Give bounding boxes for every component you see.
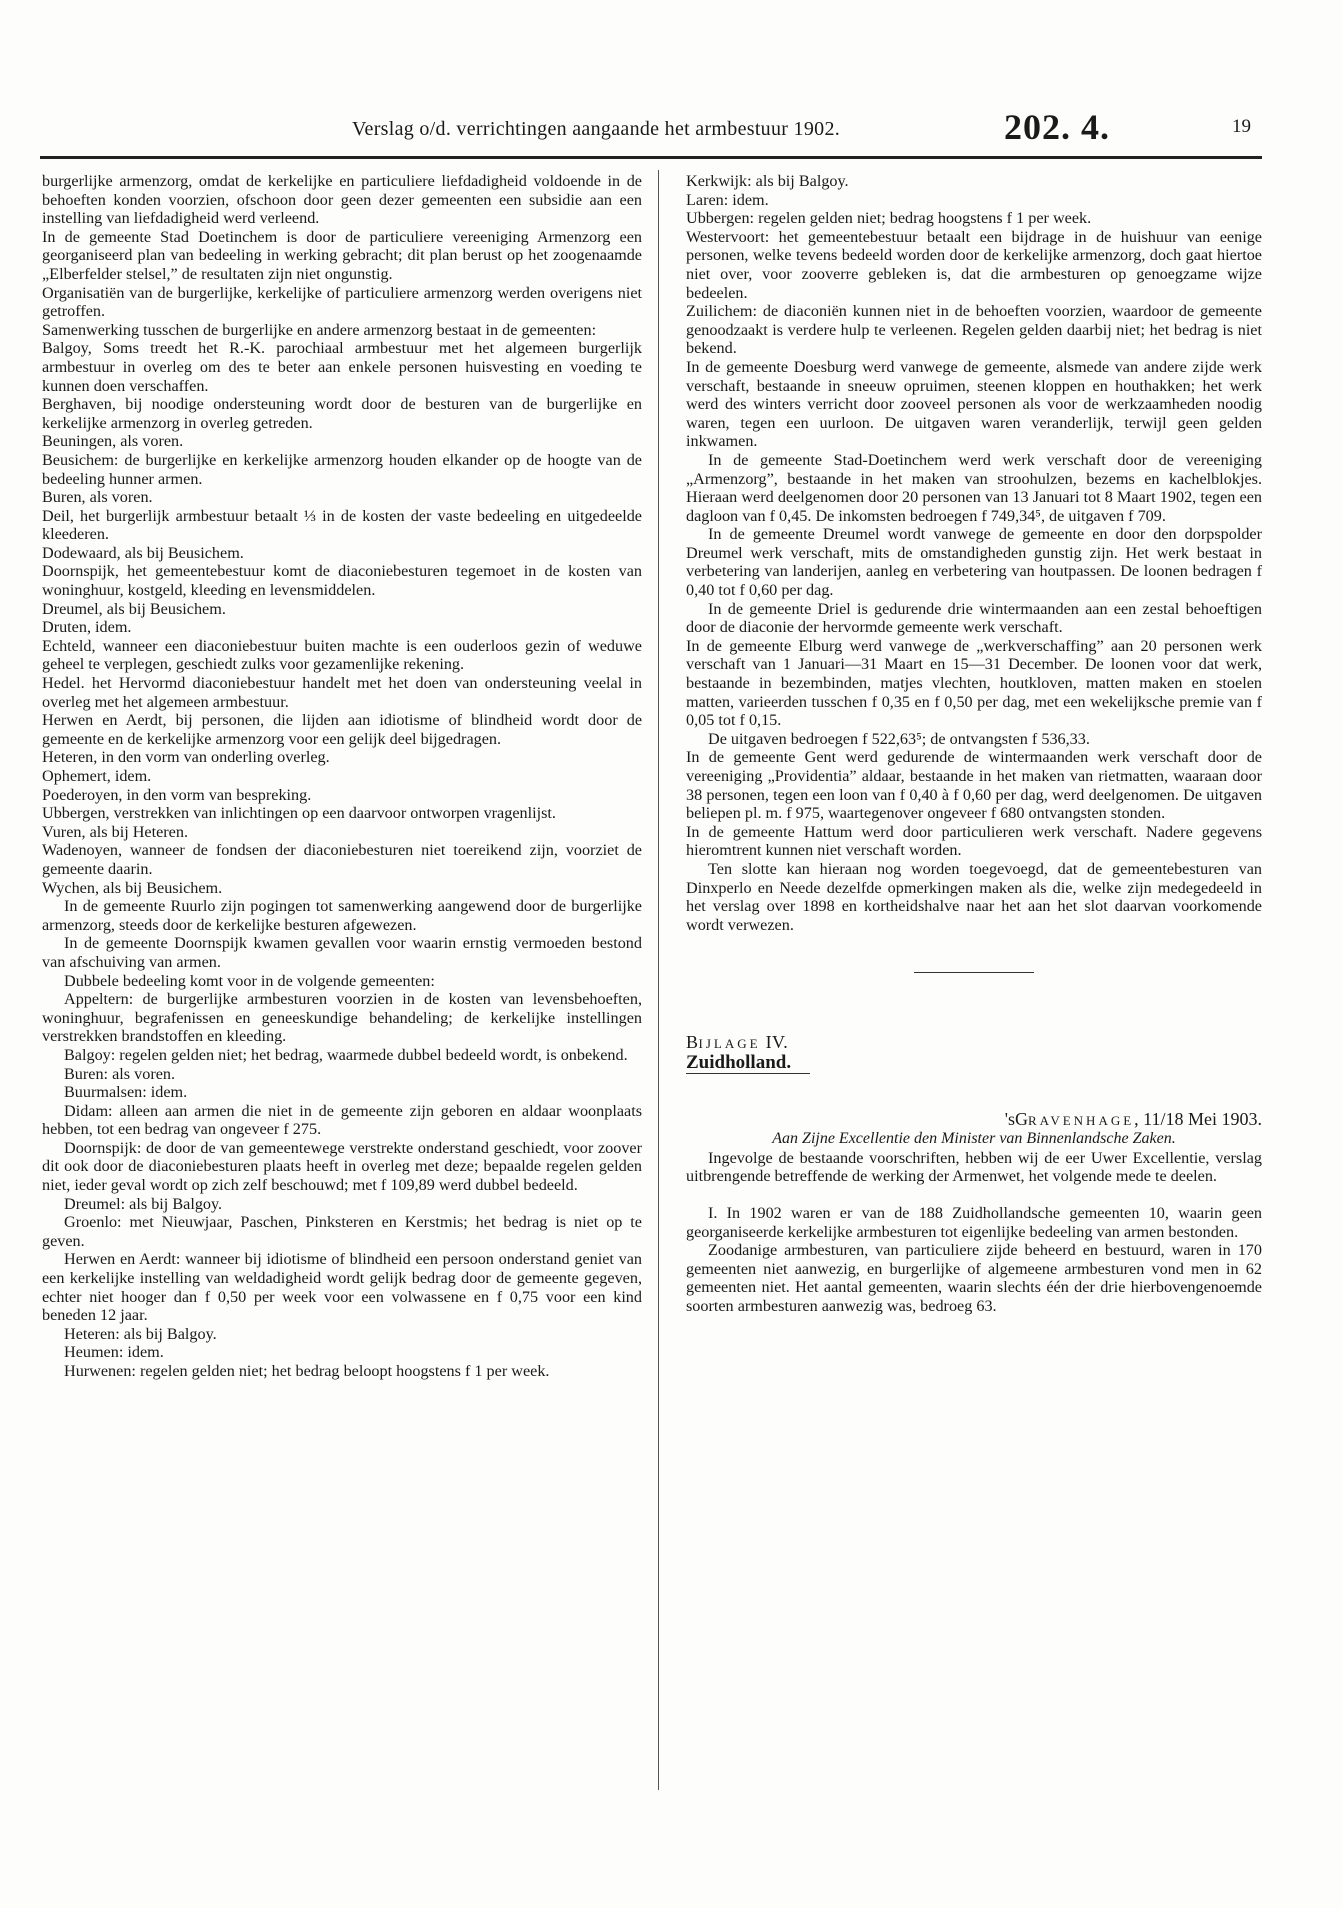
column-divider (658, 170, 659, 1790)
paragraph: Beusichem: de burgerlijke en kerkelijke armenzorg houden elkander op de hoogte van de bedeeling hunner armen. (42, 450, 642, 488)
paragraph: Kerkwijk: als bij Balgoy. (686, 172, 849, 190)
paragraph: Doornspijk, het gemeentebestuur komt de diaconiebesturen tegemoet in de kosten van woninghuur, kostgeld, kleeding en levensmiddelen. (42, 562, 642, 600)
paragraph: Dreumel: als bij Balgoy. (64, 1194, 223, 1213)
paragraph: Ophemert, idem. (42, 767, 152, 785)
paragraph: Deil, het burgerlijk armbestuur betaalt ⅓ in de kosten der vaste bedeeling en uitgedeelde kleederen. (42, 506, 642, 544)
place-initial: 'sG (1004, 1108, 1028, 1129)
paragraph: Berghaven, bij noodige ondersteuning wordt door de besturen van de burgerlijke en kerkelijke armenzorg in overleg getreden. (42, 395, 642, 432)
paragraph: Beuningen, als voren. (42, 432, 184, 451)
place-word: RAVENHAGE (1027, 1112, 1135, 1128)
paragraph: Ten slotte kan hieraan nog worden toegevoegd, dat de gemeentebesturen van Dinxperlo en Neede dezelfde opmerkingen maken als die, welke zijn medegedeeld in het verslag over 1898 en kortheidshalve naar het aan het slot daarvan voorkomende wordt verwezen. (686, 859, 1262, 934)
paragraph: Ubbergen: regelen gelden niet; bedrag hoogstens f 1 per week. (686, 209, 1092, 228)
paragraph: Buurmalsen: idem. (64, 1083, 188, 1102)
appendix-initial: B (686, 1032, 699, 1053)
paragraph: Samenwerking tusschen de burgerlijke en andere armenzorg bestaat in de gemeenten: (42, 320, 597, 339)
paragraph: Laren: idem. (686, 190, 769, 209)
paragraph: In de gemeente Stad-Doetinchem werd werk verschaft door de vereeniging „Armenzorg”, bestaande in het maken van stroohulzen, bezems en kachelblokjes. Hieraan werd deelgenomen door 20 personen van 13 Januari tot 8 Maart 1902, tegen een dagloon van f 0,45. De inkomsten bedroegen f 749,34⁵, de uitgaven f 709. (686, 450, 1262, 525)
paragraph: In de gemeente Doesburg werd vanwege de gemeente, alsmede van andere zijde werk verschaft, bestaande in sneeuw opruimen, steenen kloppen en houthakken; het werk werd des winters verricht door zooveel personen als voor de werkzaamheden noodig waren, tegen een uurloon. De uitgaven waren veranderlijk, terwijl geen gelden inkwamen. (686, 357, 1262, 451)
paragraph: In de gemeente Ruurlo zijn pogingen tot samenwerking aangewend door de burgerlijke armenzorg, steeds door de kerkelijke besturen afgewezen. (42, 897, 642, 934)
paragraph: Dubbele bedeeling komt voor in de volgende gemeenten: (64, 971, 435, 990)
appendix-numeral: IV. (765, 1032, 789, 1053)
paragraph: Herwen en Aerdt, bij personen, die lijden aan idiotisme of blindheid wordt door de gemeente en de kerkelijke armenzorg voor een gelijk deel bijgedragen. (42, 711, 642, 748)
paragraph: Buren: als voren. (64, 1064, 176, 1083)
header-rule (40, 156, 1262, 159)
paragraph: Organisatiën van de burgerlijke, kerkelijke of particuliere armenzorg werden overigens niet getroffen. (42, 283, 642, 321)
paragraph: I. In 1902 waren er van de 188 Zuidhollandsche gemeenten 10, waarin geen georganiseerde kerkelijke armbesturen tot eigenlijke bedeeling van armen bestonden. (686, 1203, 1262, 1241)
left-column (42, 172, 642, 1381)
page-header (0, 106, 1342, 152)
paragraph: Dodewaard, als bij Beusichem. (42, 543, 244, 562)
right-column (686, 172, 1262, 1315)
document-number: 202. 4. (1004, 107, 1110, 147)
paragraph: Herwen en Aerdt: wanneer bij idiotisme of blindheid een persoon onderstand geniet van een kerkelijke instelling van weldadigheid wordt gelijk bedrag door de gemeente gegeven, echter niet hooger dan f 0,50 per week voor een volwassene en f 0,75 voor een kind beneden 12 jaar. (42, 1250, 642, 1325)
section-divider (914, 972, 1034, 973)
paragraph: In de gemeente Elburg werd vanwege de „werkverschaffing” aan 20 personen werk verschaft van 1 Januari—31 Maart en 15—31 December. De loonen voor dat werk, bestaande in bezembinden, matjes vlechten, houtkloven, matten maken en stoelen matten, varieerden tusschen f 0,35 en f 0,50 per dag, met een wekelijksche premie van f 0,05 tot f 0,15. (686, 636, 1262, 730)
paragraph: Hedel. het Hervormd diaconiebestuur handelt met het doen van ondersteuning veelal in overleg met het algemeen armbestuur. (42, 674, 642, 711)
paragraph: Heteren: als bij Balgoy. (64, 1324, 217, 1343)
paragraph: Groenlo: met Nieuwjaar, Paschen, Pinksteren en Kerstmis; het bedrag is niet op te geven. (42, 1213, 642, 1250)
page-number: 19 (1232, 116, 1251, 137)
paragraph: Druten, idem. (42, 618, 132, 637)
paragraph: Vuren, als bij Heteren. (42, 822, 189, 841)
paragraph: Zuilichem: de diaconiën kunnen niet in de behoeften voorzien, waardoor de gemeente genoodzaakt is verdere hulp te verleenen. Regelen gelden daarbij niet; het bedrag is niet bekend. (686, 302, 1262, 358)
province-heading: Zuidholland. (686, 1051, 792, 1073)
paragraph: In de gemeente Stad Doetinchem is door de particuliere vereeniging Armenzorg een georganiseerd plan van bedeeling in werking gebracht; dit plan berust op het zoogenaamde „Elberfelder stelsel,” de resultaten zijn niet ongunstig. (42, 227, 642, 283)
paragraph: Westervoort: het gemeentebestuur betaalt een bijdrage in de huishuur van eenige personen, welke tevens bedeeld worden door de kerkelijke armenzorg, doch gaat hiertoe niet over, voor zooverre gebleken is, dat die armbesturen op genoegzame wijze bedeelen. (686, 227, 1262, 302)
paragraph: Poederoyen, in den vorm van bespreking. (42, 785, 312, 804)
address-line: Aan Zijne Excellentie den Minister van Binnenlandsche Zaken. (772, 1130, 1176, 1148)
paragraph: In de gemeente Dreumel wordt vanwege de gemeente en door den dorpspolder Dreumel werk verschaft, mits de omstandigheden gunstig zijn. Het werk bestaat in verbetering van landerijen, aanleg en verbetering van houtpassen. De loonen bedragen f 0,40 tot f 0,60 per dag. (686, 525, 1262, 600)
paragraph: Hurwenen: regelen gelden niet; het bedrag beloopt hoogstens f 1 per week. (64, 1362, 550, 1380)
paragraph: Balgoy, Soms treedt het R.-K. parochiaal armbestuur met het algemeen burgerlijk armbestuur in overleg om des te beter aan enkele personen huisvesting en voeding te kunnen doen verschaffen. (42, 339, 642, 395)
paragraph: Doornspijk: de door de van gemeentewege verstrekte onderstand geschiedt, voor zoover dit ook door de diaconiebesturen plaats heeft in overleg met deze; bepaalde regelen gelden niet, ieder geval wordt op zich zelf beschouwd; met f 109,89 werd dubbel bedeeld. (42, 1138, 642, 1195)
paragraph: Dreumel, als bij Beusichem. (42, 599, 226, 618)
paragraph: Ubbergen, verstrekken van inlichtingen op een daarvoor ontworpen vragenlijst. (42, 804, 556, 823)
paragraph: Heumen: idem. (64, 1343, 164, 1362)
paragraph: Balgoy: regelen gelden niet; het bedrag, waarmede dubbel bedeeld wordt, is onbekend. (64, 1045, 628, 1064)
paragraph: Wadenoyen, wanneer de fondsen der diaconiebesturen niet toereikend zijn, voorziet de gemeente daarin. (42, 841, 642, 878)
appendix-heading (686, 1033, 1262, 1054)
paragraph: In de gemeente Driel is gedurende drie wintermaanden aan een zestal behoeftigen door de diaconie der hervormde gemeente werk verschaft. (686, 599, 1262, 637)
paragraph: In de gemeente Gent werd gedurende de wintermaanden werk verschaft door de vereeniging „Providentia” aldaar, bestaande in het maken van rietmatten, waaraan door 38 personen, tegen een loon van f 0,40 à f 0,60 per dag, werd deelgenomen. De uitgaven beliepen pl. m. f 975, waartegenover ongeveer f 680 ontvangsten stonden. (686, 748, 1262, 823)
running-title: Verslag o/d. verrichtingen aangaande het armbestuur 1902. (352, 118, 841, 140)
paragraph: burgerlijke armenzorg, omdat de kerkelijke en particuliere liefdadigheid voldoende in de behoeften konden voorzien, ofschoon door geen dezer gemeenten een subsidie aan een instelling van liefdadigheid werd verleend. (42, 172, 642, 228)
date: , 11/18 Mei 1903. (1134, 1108, 1262, 1129)
spacer (686, 1186, 1262, 1204)
paragraph: In de gemeente Hattum werd door particulieren werk verschaft. Nadere gegevens hieromtrent kunnen niet verschaft worden. (686, 822, 1262, 860)
paragraph: In de gemeente Doornspijk kwamen gevallen voor waarin ernstig vermoeden bestond van afschuiving van armen. (42, 934, 642, 971)
paragraph: Ingevolge de bestaande voorschriften, hebben wij de eer Uwer Excellentie, verslag uitbrengende betreffende de werking der Armenwet, het volgende mede te deelen. (686, 1148, 1262, 1186)
paragraph: Appeltern: de burgerlijke armbesturen voorzien in de kosten van levensbehoeften, woninghuur, begrafenissen en geneeskundige behandeling; de kerkelijke instellingen verstrekken brandstoffen en kleeding. (42, 990, 642, 1046)
paragraph: Didam: alleen aan armen die niet in de gemeente zijn geboren en aldaar woonplaats hebben, tot een bedrag van ongeveer f 275. (42, 1101, 642, 1139)
appendix-word: IJLAGE (698, 1036, 761, 1052)
paragraph: De uitgaven bedroegen f 522,63⁵; de ontvangsten f 536,33. (708, 729, 1090, 748)
paragraph: Buren, als voren. (42, 488, 153, 507)
paragraph: Wychen, als bij Beusichem. (42, 878, 223, 897)
paragraph: Heteren, in den vorm van onderling overleg. (42, 748, 330, 767)
paragraph: Echteld, wanneer een diaconiebestuur buiten machte is een ouderloos gezin of weduwe geheel te verplegen, geschiedt zulks voor gezamenlijke rekening. (42, 636, 642, 674)
paragraph: Zoodanige armbesturen, van particuliere zijde beheerd en bestuurd, waren in 170 gemeenten niet aanwezig, en burgerlijke of algemeene armbesturen vond men in 62 gemeenten niet. Het aantal gemeenten, waarin slechts één der drie hierbovengenoemde soorten armbesturen aanwezig was, bedroeg 63. (686, 1241, 1262, 1315)
place-date (686, 1110, 1262, 1131)
